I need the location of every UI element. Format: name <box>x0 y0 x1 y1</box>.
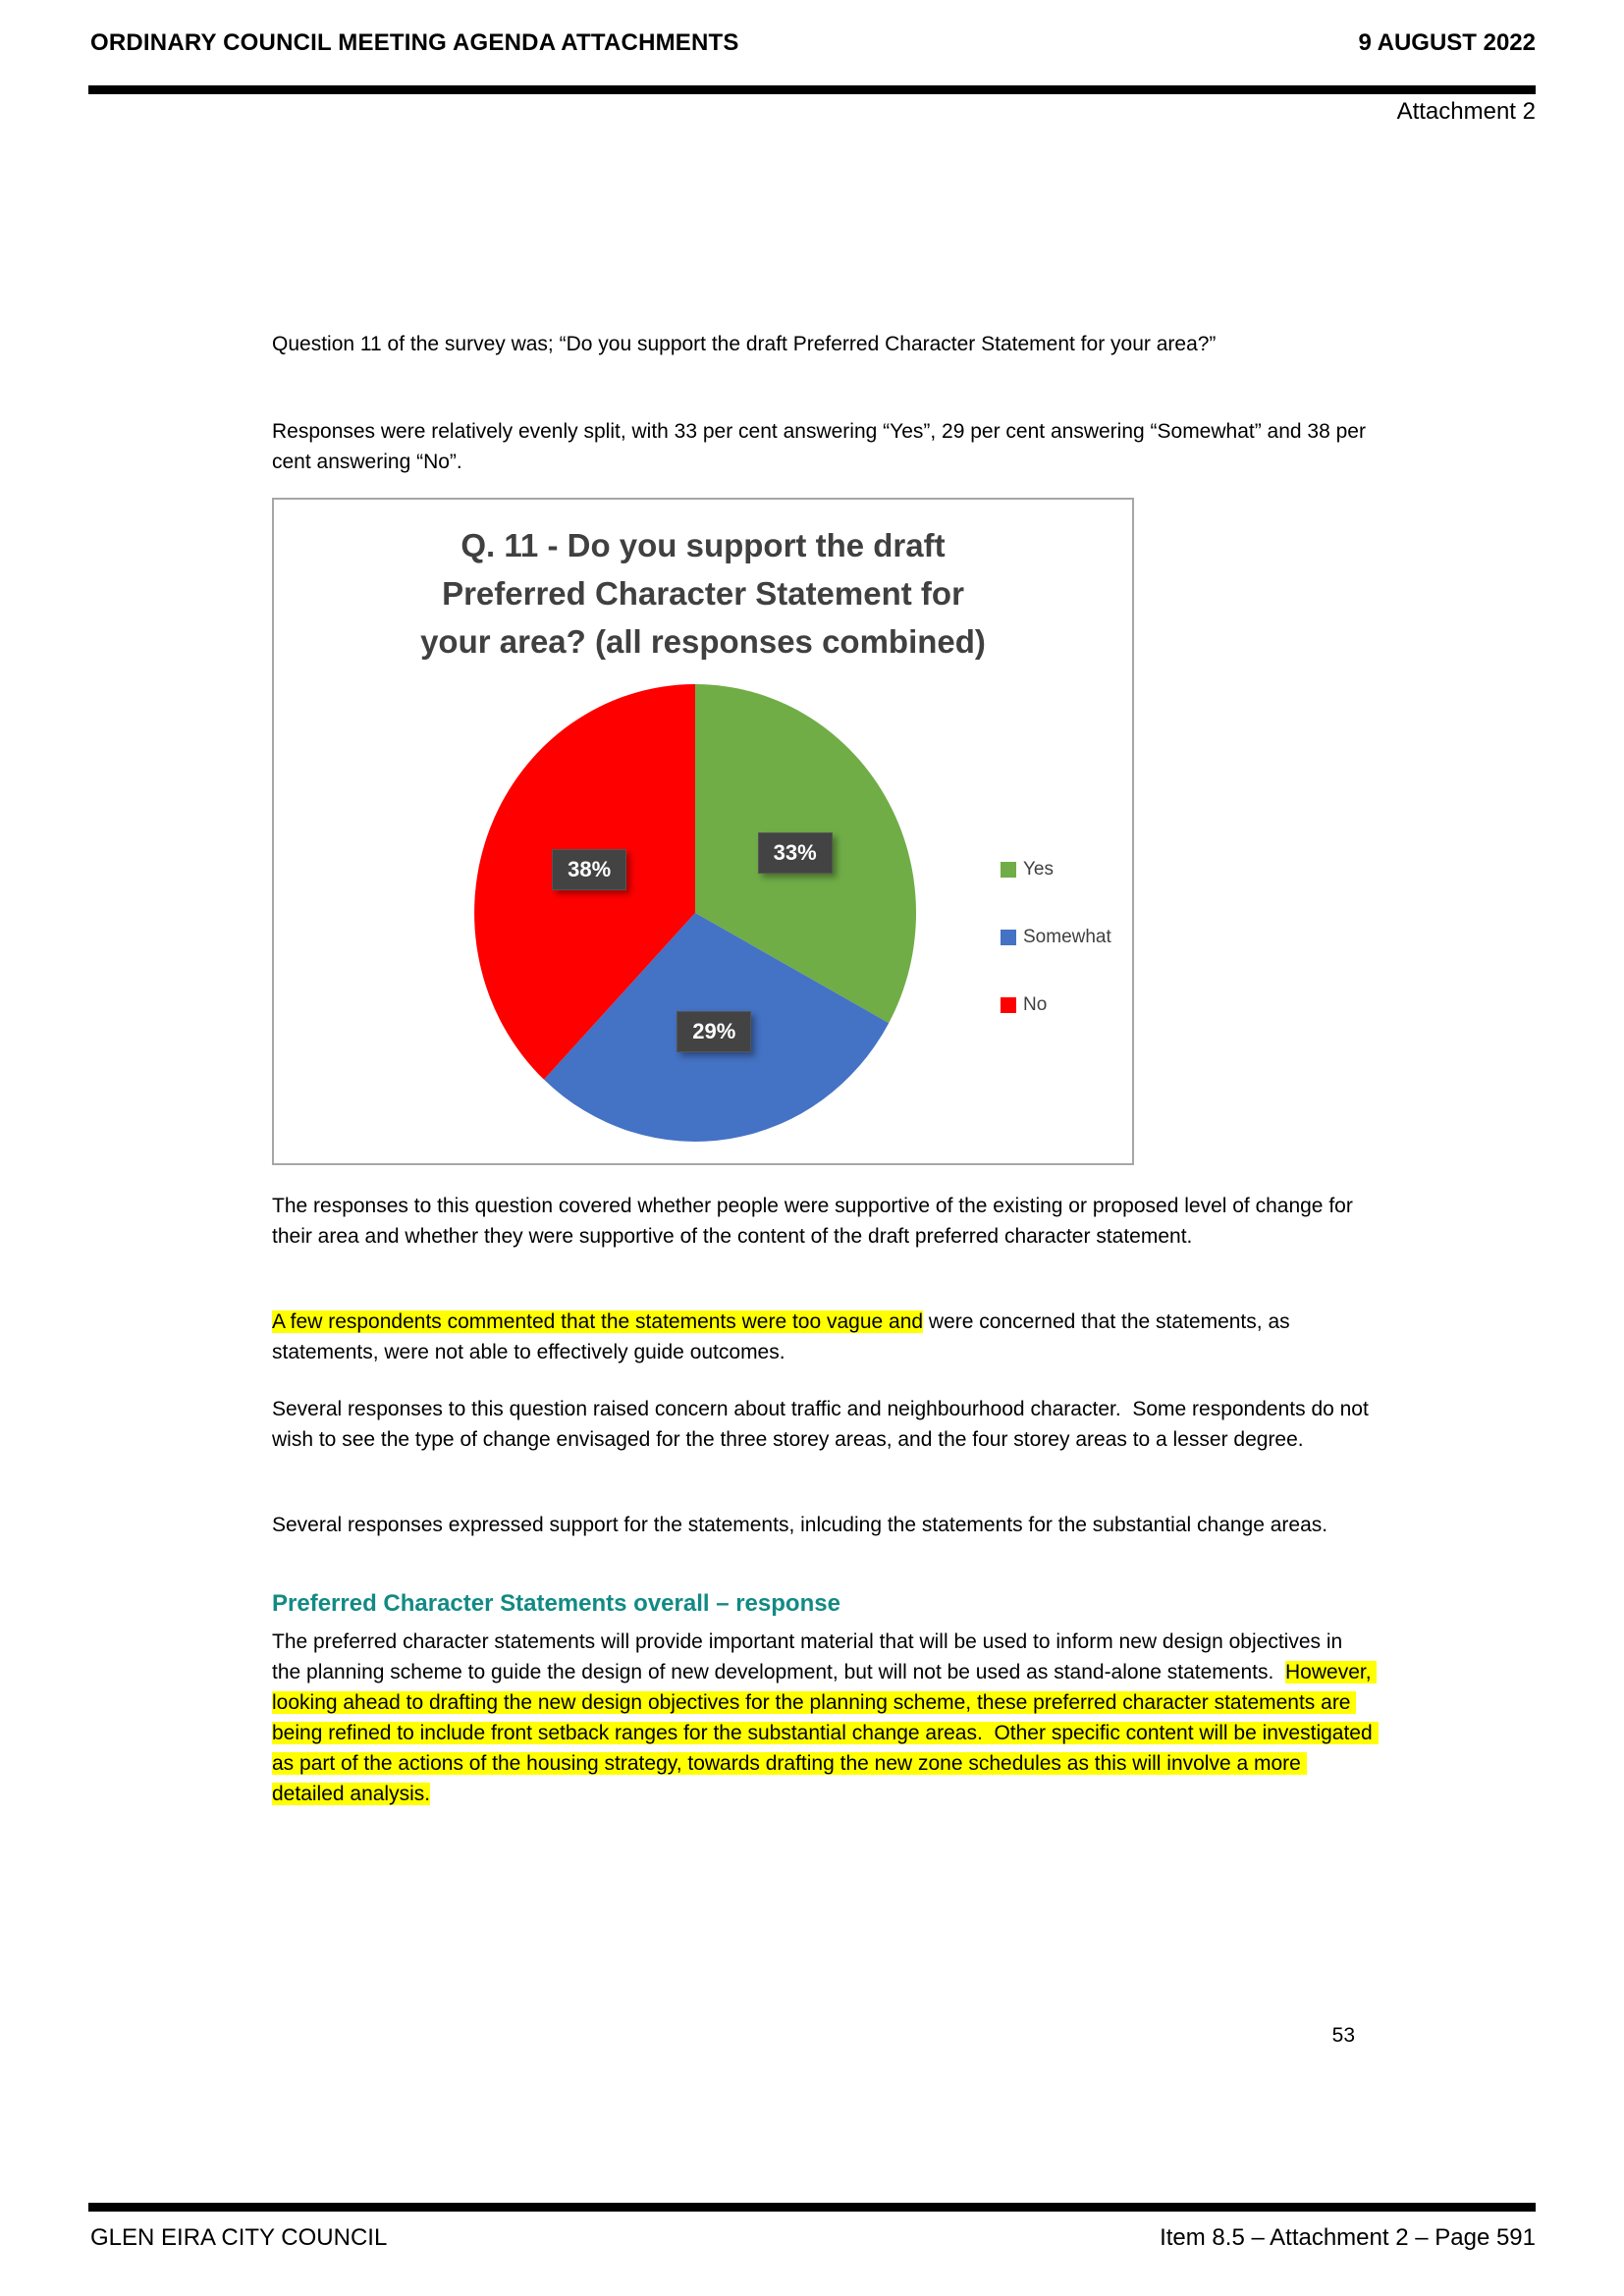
paragraph-responses-split <box>272 416 1374 477</box>
header-rule <box>88 85 1536 94</box>
footer-rule <box>88 2203 1536 2212</box>
pie-label-no: 38% <box>552 849 626 890</box>
legend-item-no <box>1001 994 1111 1016</box>
pie-svg <box>274 500 1132 1163</box>
paragraph-traffic-concern <box>272 1394 1374 1455</box>
pie-label-somewhat: 29% <box>677 1011 751 1052</box>
legend-swatch-icon <box>1001 997 1016 1013</box>
section-heading: Preferred Character Statements overall – response <box>272 1590 840 1617</box>
chart-legend <box>1001 859 1111 1016</box>
attachment-label: Attachment 2 <box>1396 98 1536 125</box>
chart-title-line: your area? (all responses combined) <box>420 623 986 660</box>
legend-item-somewhat <box>1001 927 1111 948</box>
legend-label: No <box>1023 994 1048 1015</box>
footer-council: GLEN EIRA CITY COUNCIL <box>90 2224 388 2251</box>
text-segment: Responses were relatively evenly split, with 33 per cent answering “Yes”, 29 per cent answering “Somewhat” and 38 per cent answering “No”. <box>272 420 1372 473</box>
chart-title-line: Preferred Character Statement for <box>442 575 964 612</box>
text-segment: Several responses to this question raised concern about traffic and neighbourhood character. Some respondents do not wish to see the type of change envisaged for the three storey areas, and the four storey areas to a lesser degree. <box>272 1398 1375 1451</box>
footer-item: Item 8.5 – Attachment 2 – Page 591 <box>1160 2224 1536 2251</box>
text-segment: were concerned that the statements, as statements, were not able to effectively guide outcomes. <box>272 1310 1296 1363</box>
legend-swatch-icon <box>1001 930 1016 945</box>
header-title: ORDINARY COUNCIL MEETING AGENDA ATTACHMENTS <box>90 29 739 56</box>
legend-swatch-icon <box>1001 862 1016 878</box>
paragraph-support <box>272 1510 1374 1540</box>
chart-title-line: Q. 11 - Do you support the draft <box>460 527 946 563</box>
highlighted-text: However, looking ahead to drafting the new design objectives for the planning scheme, these preferred character statements are being refined to include front setback ranges for the substantial change areas. Other specific content will be investigated as part of the actions of the housing strategy, towards drafting the new zone schedules as this will involve a more detailed analysis. <box>272 1661 1379 1805</box>
pie-label-yes: 33% <box>758 832 833 874</box>
paragraph-responses-covered <box>272 1191 1374 1252</box>
legend-label: Yes <box>1023 859 1054 880</box>
text-segment: Several responses expressed support for the statements, inlcuding the statements for the substantial change areas. <box>272 1514 1328 1536</box>
highlighted-text: A few respondents commented that the statements were too vague and <box>272 1310 924 1333</box>
header-date: 9 AUGUST 2022 <box>1358 29 1536 56</box>
paragraph-overall-response <box>272 1627 1379 1809</box>
legend-item-yes <box>1001 859 1111 881</box>
text-segment: The responses to this question covered whether people were supportive of the existing or proposed level of change for their area and whether they were supportive of the content of the draft preferred character statement. <box>272 1195 1359 1248</box>
paragraph-too-vague <box>272 1307 1374 1367</box>
pie-chart <box>272 498 1134 1165</box>
page-number: 53 <box>1331 2024 1355 2047</box>
paragraph-question <box>272 329 1374 359</box>
legend-label: Somewhat <box>1023 927 1111 947</box>
text-segment: The preferred character statements will provide important material that will be used to inform new design objectives in the planning scheme to guide the design of new development, but will not be used as stand-alone statements. <box>272 1630 1349 1683</box>
text-segment: Question 11 of the survey was; “Do you support the draft Preferred Character Statement for your area?” <box>272 333 1217 355</box>
